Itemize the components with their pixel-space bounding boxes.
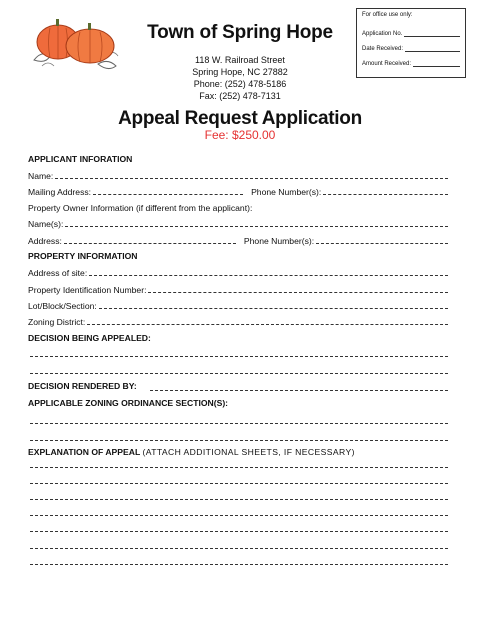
fee-amount: Fee: $250.00: [204, 128, 276, 142]
decision-rendered-line[interactable]: [150, 390, 448, 391]
owner-names-label: Name(s):: [28, 219, 64, 229]
owner-info-label: Property Owner Information (if different from the applicant):: [28, 203, 253, 213]
owner-address-row: [28, 233, 450, 246]
amount-received-row: [362, 52, 460, 67]
decision-appealed-line[interactable]: [30, 356, 448, 357]
lot-block-field[interactable]: [99, 300, 448, 309]
owner-phone-label: Phone Number(s):: [243, 236, 315, 246]
mailing-address-label: Mailing Address:: [28, 187, 92, 197]
street-address: 118 W. Railroad Street: [195, 55, 285, 65]
property-id-row: [28, 282, 450, 295]
applicant-name-field[interactable]: [55, 170, 448, 179]
city-state-zip: Spring Hope, NC 27882: [192, 67, 288, 77]
owner-names-field[interactable]: [65, 218, 448, 227]
owner-phone-field[interactable]: [316, 235, 448, 244]
application-number-label: Application No.: [362, 31, 403, 37]
office-use-title: For office use only:: [362, 12, 413, 18]
mailing-address-row: [28, 184, 450, 197]
amount-received-label: Amount Received:: [362, 61, 412, 67]
phone-number: Phone: (252) 478-5186: [193, 79, 287, 89]
application-number-row: [362, 22, 460, 37]
property-id-label: Property Identification Number:: [28, 285, 147, 295]
site-address-label: Address of site:: [28, 268, 88, 278]
pumpkins-logo-icon: [28, 10, 124, 72]
application-number-field[interactable]: [404, 29, 460, 37]
explanation-heading: EXPLANATION OF APPEAL: [28, 447, 141, 457]
date-received-row: [362, 37, 460, 52]
zoning-district-label: Zoning District:: [28, 317, 86, 327]
applicant-name-label: Name:: [28, 171, 54, 181]
decision-appealed-line[interactable]: [30, 373, 448, 374]
date-received-label: Date Received:: [362, 46, 404, 52]
office-use-box: [356, 8, 466, 78]
mailing-address-field[interactable]: [93, 186, 243, 195]
applicant-phone-field[interactable]: [323, 186, 448, 195]
applicant-phone-label: Phone Number(s):: [251, 187, 322, 197]
owner-names-row: [28, 216, 450, 229]
site-address-field[interactable]: [89, 267, 448, 276]
zoning-district-field[interactable]: [87, 316, 448, 325]
form-title: Appeal Request Application: [118, 108, 362, 129]
amount-received-field[interactable]: [413, 59, 460, 67]
owner-address-label: Address:: [28, 236, 62, 246]
site-address-row: [28, 265, 450, 278]
explanation-note: (ATTACH ADDITIONAL SHEETS, IF NECESSARY): [142, 447, 355, 457]
fax-number: Fax: (252) 478-7131: [199, 91, 281, 101]
ordinance-line[interactable]: [30, 440, 448, 441]
explanation-line[interactable]: [30, 515, 448, 516]
town-name: Town of Spring Hope: [147, 22, 333, 43]
lot-block-row: [28, 298, 450, 311]
explanation-line[interactable]: [30, 499, 448, 500]
explanation-line[interactable]: [30, 548, 448, 549]
date-received-field[interactable]: [405, 44, 460, 52]
explanation-line[interactable]: [30, 483, 448, 484]
section-applicant: APPLICANT INFORATION: [28, 154, 133, 164]
section-explanation: [28, 447, 355, 457]
applicant-name-row: [28, 168, 450, 181]
property-id-field[interactable]: [148, 284, 448, 293]
owner-info-row: [28, 200, 450, 213]
explanation-line[interactable]: [30, 467, 448, 468]
owner-address-field[interactable]: [64, 235, 236, 244]
section-decision-rendered: DECISION RENDERED BY:: [28, 381, 137, 391]
section-ordinance: APPLICABLE ZONING ORDINANCE SECTION(S):: [28, 398, 229, 408]
explanation-line[interactable]: [30, 564, 448, 565]
explanation-line[interactable]: [30, 531, 448, 532]
section-property: PROPERTY INFORMATION: [28, 251, 138, 261]
section-decision-appealed: DECISION BEING APPEALED:: [28, 333, 151, 343]
lot-block-label: Lot/Block/Section:: [28, 301, 97, 311]
zoning-district-row: [28, 314, 450, 327]
ordinance-line[interactable]: [30, 423, 448, 424]
